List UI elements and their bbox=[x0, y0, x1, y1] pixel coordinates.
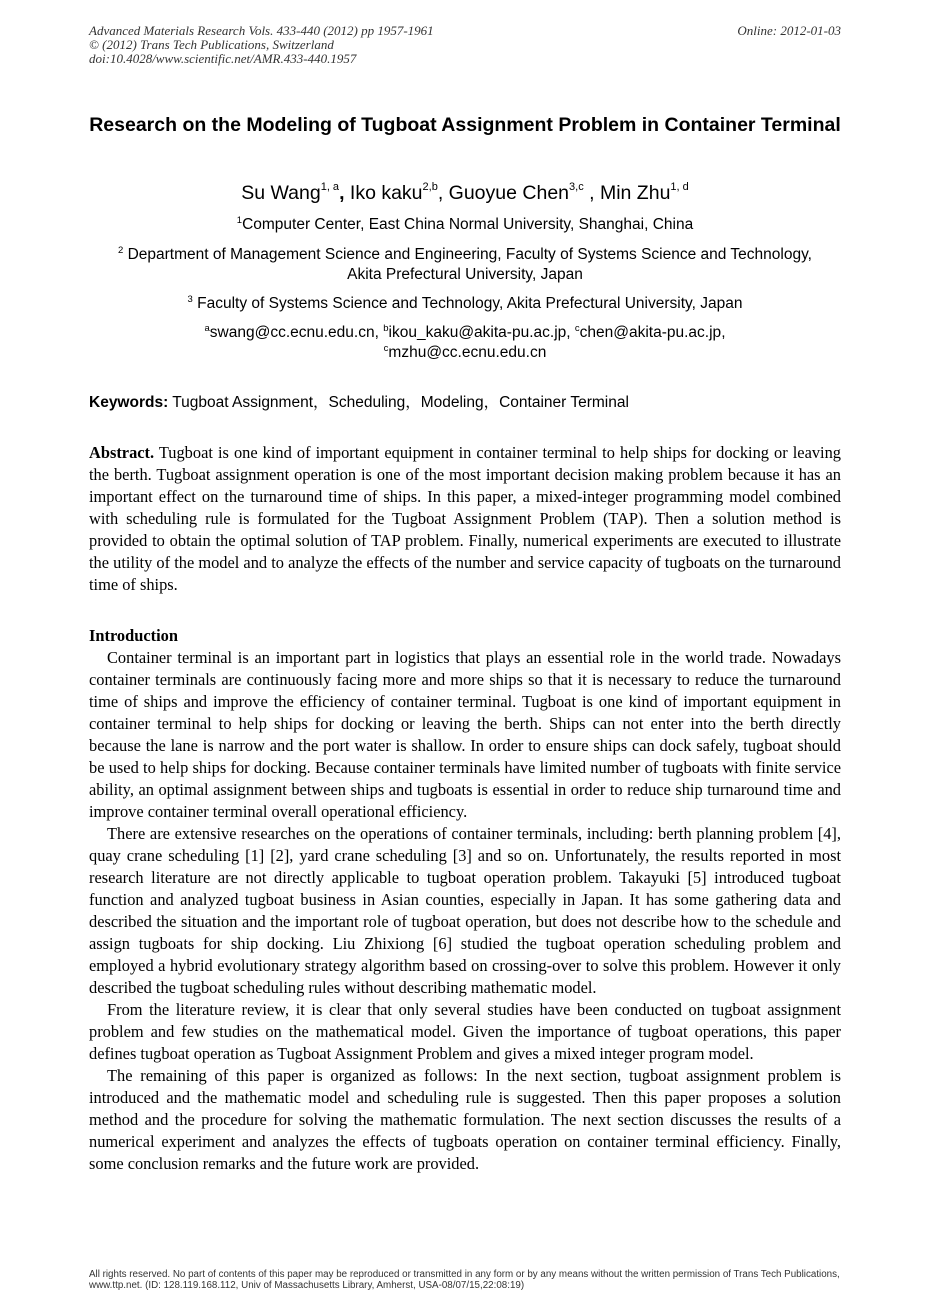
author-sup: 1, a bbox=[320, 181, 340, 193]
author-sup: 1, d bbox=[670, 181, 689, 193]
abstract-label: Abstract. bbox=[89, 443, 155, 462]
email-sup: a bbox=[204, 323, 210, 334]
email-list: $^a$swang@cc.ecnu.edu.cn, $^b$ikou_kaku@akita-pu.ac.jp, $^c$chen@akita-pu.ac.jp, $^c$mzhu@cc.ecnu.edu.cn bbox=[204, 323, 726, 361]
email-sup: c bbox=[383, 343, 389, 354]
email-sup: c bbox=[574, 323, 580, 334]
author-list: Su Wang$^{1, a}$, Iko kaku$^{2,b}$, Guoyue Chen$^{3,c}$ , Min Zhu$^{1, d}$ bbox=[241, 181, 689, 204]
paragraph: From the literature review, it is clear that only several studies have been conducted on tugboat assignment problem and few studies on the mathematical model. Given the importance of tugboat operations, this paper defines tugboat operation as Tugboat Assignment Problem and gives a mixed integer program model. bbox=[89, 1000, 841, 1063]
affiliation-text: Faculty of Systems Science and Technology, Akita Prefectural University, Japan bbox=[197, 295, 743, 312]
journal-header bbox=[89, 24, 841, 66]
journal-citation: Advanced Materials Research Vols. 433-440 (2012) pp 1957-1961 bbox=[89, 23, 434, 38]
affiliation-num: 1 bbox=[236, 215, 243, 226]
copyright-footer: All rights reserved. No part of contents of this paper may be reproduced or transmitted in any form or by any means without the written permission of Trans Tech Publications, www.ttp.net. (ID: 128.119.168.112, Univ of Massachusetts Library, Amherst, USA-08/07/15,22:08:19) bbox=[89, 1269, 840, 1291]
introduction-body bbox=[89, 647, 841, 1175]
introduction-heading: Introduction bbox=[89, 626, 178, 645]
affiliation-1 bbox=[100, 215, 830, 235]
keywords-label: Keywords: bbox=[89, 394, 169, 411]
email-address: chen@akita-pu.ac.jp bbox=[579, 324, 722, 341]
author-name: Iko kaku bbox=[349, 182, 423, 204]
online-date: Online: 2012-01-03 bbox=[737, 23, 841, 38]
email-address: swang@cc.ecnu.edu.cn bbox=[209, 324, 375, 341]
author-name: Min Zhu bbox=[599, 182, 671, 204]
doi-line: doi:10.4028/www.scientific.net/AMR.433-440.1957 bbox=[89, 51, 357, 66]
paper-title: Research on the Modeling of Tugboat Assignment Problem in Container Terminal bbox=[89, 114, 841, 136]
affiliation-text: Computer Center, East China Normal University, Shanghai, China bbox=[242, 216, 694, 233]
copyright-line: © (2012) Trans Tech Publications, Switzerland bbox=[89, 37, 334, 52]
email-sup: b bbox=[383, 323, 389, 334]
paragraph: The remaining of this paper is organized as follows: In the next section, tugboat assignment problem is introduced and the mathematic model and scheduling rule is suggested. Then this paper proposes a solution method and the procedure for solving the mathematic formulation. The next section discusses the results of a numerical experiment and analyzes the effects of tugboats operation on container terminal efficiency. Finally, some conclusion remarks and the future work are provided. bbox=[89, 1066, 841, 1173]
affiliation-text: Department of Management Science and Engineering, Faculty of Systems Science and Technology, Akita Prefectural University, Japan bbox=[127, 246, 812, 283]
paragraph: There are extensive researches on the operations of container terminals, including: berth planning problem [4], quay crane scheduling [1] [2], yard crane scheduling [3] and so on. Unfortunately, the results reported in most research literature are not directly applicable to tugboat operation problem. Takayuki [5] introduced tugboat function and analyzed tugboat business in Asian counties, especially in Japan. It has some gathering data and described the situation and the important role of tugboat operation, but does not describe how to the schedule and assign tugboats for ship docking. Liu Zhixiong [6] studied the tugboat operation scheduling problem and employed a hybrid evolutionary strategy algorithm based on crossing-over to solve this problem. However it only described the tugboat scheduling rules without describing mathematic model. bbox=[89, 824, 841, 997]
affiliation-2 bbox=[100, 245, 830, 285]
keywords-text: Tugboat Assignment，Scheduling，Modeling，Container Terminal bbox=[172, 394, 629, 411]
abstract-text: Tugboat is one kind of important equipment in container terminal to help ships for docking or leaving the berth. Tugboat assignment operation is one of the most important decision making problem because it has an important effect on the turnaround time of ships. In this paper, a mixed-integer programming model combined with scheduling rule is formulated for the Tugboat Assignment Problem (TAP). Then a solution method is provided to obtain the optimal solution of TAP problem. Finally, numerical experiments are executed to illustrate the utility of the model and to analyze the effects of the number and service capacity of tugboats on the turnaround time of ships. bbox=[89, 443, 841, 594]
author-name: Guoyue Chen bbox=[448, 182, 570, 204]
email-address: ikou_kaku@akita-pu.ac.jp bbox=[388, 324, 567, 341]
author-name: Su Wang bbox=[241, 182, 321, 204]
email-address: mzhu@cc.ecnu.edu.cn bbox=[388, 344, 547, 361]
author-sup: 2,b bbox=[422, 181, 438, 193]
keywords bbox=[89, 393, 841, 413]
affiliation-3 bbox=[100, 294, 830, 314]
affiliation-num: 2 bbox=[117, 245, 124, 256]
paragraph: Container terminal is an important part in logistics that plays an essential role in the world trade. Nowadays container terminals are continuously facing more and more ships so that it is necessary to reduce the turnaround time of ships and improve the efficiency of container terminal. Tugboat is one kind of important equipment in container terminal to help ships for docking or leaving the berth. Ships can not enter into the berth directly because the lane is narrow and the port water is shallow. In order to ensure ships can dock safely, tugboat should be used to help ships for docking. Because container terminals have limited number of tugboats with finite service ability, an optimal assignment between ships and tugboats is essential in order to reduce ship turnaround time and improve container terminal overall operational efficiency. bbox=[89, 648, 841, 821]
abstract bbox=[89, 442, 841, 596]
author-sup: 3,c bbox=[569, 181, 584, 193]
affiliation-num: 3 bbox=[187, 294, 193, 305]
